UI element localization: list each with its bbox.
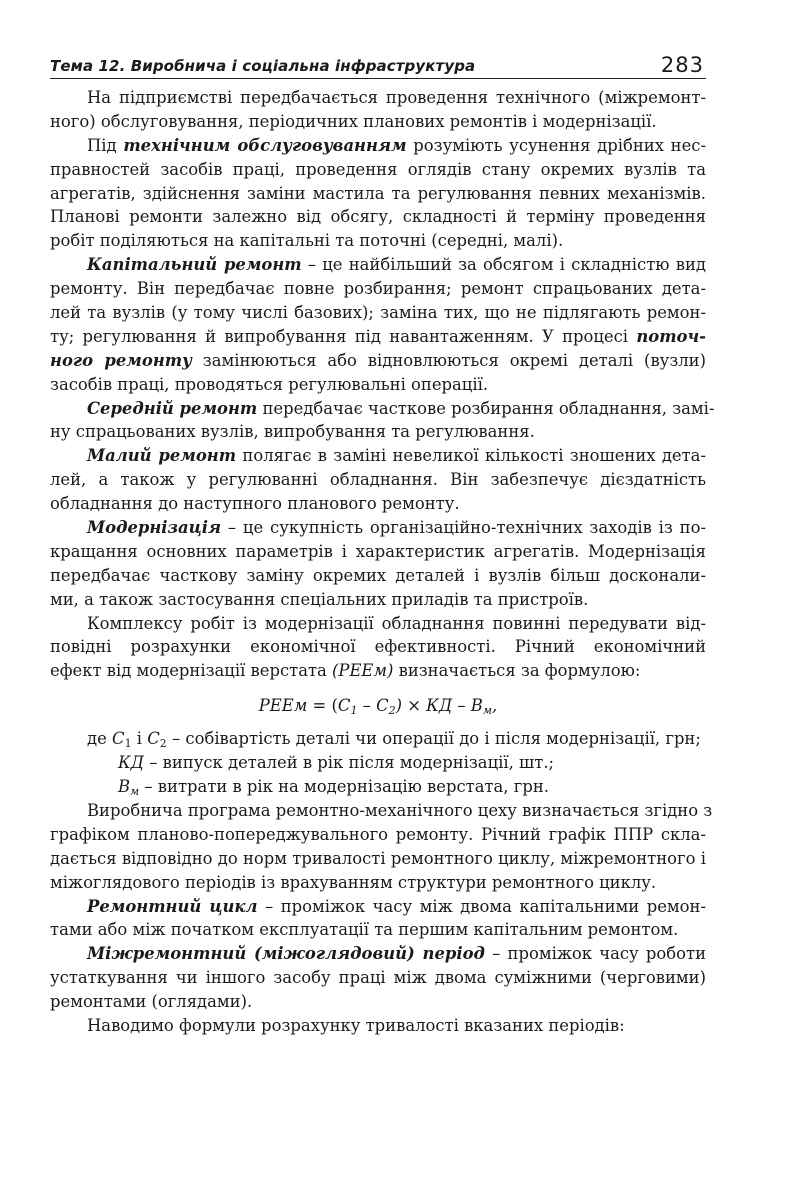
text-fragment: Під (87, 135, 124, 155)
page-number: 283 (660, 53, 704, 77)
text-line: лей, а також у регулюванні обладнання. Він забезпечує дієздатність (50, 470, 706, 490)
formula-subscript: 1 (350, 704, 358, 718)
text-fragment: полягає в заміні невеликої кількості зношених дета- (236, 446, 706, 466)
formula-subscript: м (482, 704, 492, 718)
paragraph-minor-repair (50, 444, 706, 516)
text-fragment: – проміжок часу роботи (484, 944, 706, 964)
term-repair-cycle: Ремонтний цикл (87, 896, 258, 916)
text-line: робіт поділяються на капітальні та поточні (середні, малі). (50, 231, 564, 251)
text-fragment: – це найбільший за обсягом і складністю вид (301, 255, 706, 275)
formula-subscript: 2 (388, 704, 396, 718)
paragraph-economic-effect (50, 612, 706, 684)
paragraph-maintenance (50, 134, 706, 253)
term-modernization: Модернізація (87, 518, 222, 538)
paragraph-capital-repair (50, 253, 706, 396)
text-line: Наводимо формули розрахунку тривалості вказаних періодів: (87, 1015, 625, 1035)
formula-subscript: 2 (159, 737, 167, 751)
text-line: устаткування чи іншого засобу праці між двома суміжними (черговими) (50, 968, 706, 988)
text-line: Виробнича програма ремонтно-механічного цеху визначається згідно з (87, 800, 713, 820)
abbr-reem: (РЕЕм) (332, 661, 394, 681)
definition-vm (50, 775, 706, 799)
text-fragment: ту; регулювання й випробування під навантаженням. У процесі (50, 326, 637, 346)
paragraph-intro (50, 86, 706, 134)
text-line (50, 134, 706, 158)
formula-definitions (50, 727, 706, 799)
formula-subscript: м (130, 785, 140, 799)
text-line (50, 659, 706, 683)
text-fragment: – випуск деталей в рік після модернізації, шт.; (144, 753, 555, 773)
text-line: обладнання до наступного планового ремонту. (50, 494, 460, 514)
text-fragment: визначається за формулою: (393, 661, 641, 681)
text-line: На підприємстві передбачається проведення технічного (міжремонт- (87, 88, 706, 107)
formula-part: В (118, 777, 131, 797)
text-line (50, 444, 706, 468)
text-line (50, 397, 715, 421)
text-line (50, 895, 706, 919)
text-line: ми, а також застосування спеціальних приладів та пристроїв. (50, 589, 589, 609)
text-line: ну спрацьованих вузлів, випробування та регулювання. (50, 422, 535, 442)
text-line: правностей засобів праці, проведення оглядів стану окремих вузлів та (50, 159, 706, 179)
formula-part: КД (118, 753, 145, 773)
text-line: засобів праці, проводяться регулювальні операції. (50, 374, 489, 394)
text-line: ремонту. Він передбачає повне розбирання; ремонт спрацьованих дета- (50, 279, 706, 299)
text-line: кращання основних параметрів і характеристик агрегатів. Модернізація (50, 541, 706, 561)
text-line: Планові ремонти залежно від обсягу, складності й терміну проведення (50, 207, 706, 227)
formula-part: C (112, 729, 125, 749)
term-current-repair-cont: ного ремонту (50, 350, 192, 370)
text-line: агрегатів, здійснення заміни мастила та регулювання певних механізмів. (50, 183, 706, 203)
body-text (50, 86, 715, 1038)
term-minor-repair: Малий ремонт (87, 446, 237, 466)
text-fragment: – собівартість деталі чи операції до і після модернізації, грн; (166, 729, 701, 749)
text-fragment: розуміють усунення дрібних нес- (406, 135, 706, 155)
text-line: лей та вузлів (у тому числі базових); заміна тих, що не підлягають ремон- (50, 303, 706, 323)
text-line: ремонтами (оглядами). (50, 992, 253, 1012)
text-line (50, 253, 706, 277)
formula-part: ) × КД – В (395, 696, 483, 716)
formula-part: РЕЕм (258, 696, 308, 716)
text-line: Комплексу робіт із модернізації обладнання повинні передувати від- (87, 613, 706, 633)
definition-kd (50, 751, 706, 775)
definition-c1-c2 (50, 727, 706, 751)
term-capital-repair: Капітальний ремонт (87, 255, 302, 275)
term-medium-repair: Середній ремонт (87, 398, 258, 418)
running-header (50, 50, 706, 79)
text-fragment: – витрати в рік на модернізацію верстата, грн. (139, 777, 549, 797)
text-line (50, 942, 706, 966)
formula-reem (50, 683, 706, 723)
paragraph-interrepair-period (50, 942, 706, 1014)
text-line: повідні розрахунки економічної ефективності. Річний економічний (50, 637, 706, 657)
text-fragment: ефект від модернізації верстата (50, 661, 333, 681)
term-current-repair: поточ- (636, 326, 706, 346)
formula-part: C (376, 696, 389, 716)
chapter-title: Тема 12. Виробнича і соціальна інфраструктура (50, 57, 476, 75)
paragraph-formulas-intro (50, 1014, 706, 1038)
paragraph-production-program (50, 799, 713, 895)
paragraph-repair-cycle (50, 895, 706, 943)
formula-part: C (147, 729, 160, 749)
text-line (50, 325, 706, 349)
formula-part: C (337, 696, 351, 716)
text-line: дається відповідно до норм тривалості ремонтного циклу, міжремонтного і (50, 848, 706, 868)
text-fragment: замінюються або відновлюються окремі деталі (вузли) (191, 350, 706, 370)
text-line: графіком планово-попереджувального ремонту. Річний графік ППР скла- (50, 824, 706, 844)
text-line: ного) обслуговування, періодичних планових ремонтів і модернізації. (50, 111, 657, 131)
text-line: передбачає часткову заміну окремих деталей і вузлів більш досконали- (50, 565, 706, 585)
formula-part: – (357, 696, 377, 716)
text-line: тами або між початком експлуатації та першим капітальним ремонтом. (50, 920, 679, 940)
text-fragment: де (87, 729, 113, 749)
text-fragment: і (131, 729, 148, 749)
text-line (50, 516, 706, 540)
text-line: міжоглядового періодів із врахуванням структури ремонтного циклу. (50, 872, 657, 892)
text-fragment: передбачає часткове розбирання обладнання, замі- (257, 398, 715, 418)
text-fragment: – це сукупність організаційно-технічних заходів із по- (221, 518, 706, 538)
text-fragment: – проміжок часу між двома капітальними ремон- (257, 896, 706, 916)
term-interrepair-period: Міжремонтний (міжоглядовий) період (87, 944, 485, 964)
term-maintenance: технічним обслуговуванням (123, 135, 407, 155)
formula-part: = ( (307, 696, 338, 716)
paragraph-medium-repair (50, 397, 715, 445)
formula-part: , (491, 696, 498, 716)
text-line (50, 349, 706, 373)
formula-subscript: 1 (124, 737, 132, 751)
paragraph-modernization (50, 516, 706, 612)
